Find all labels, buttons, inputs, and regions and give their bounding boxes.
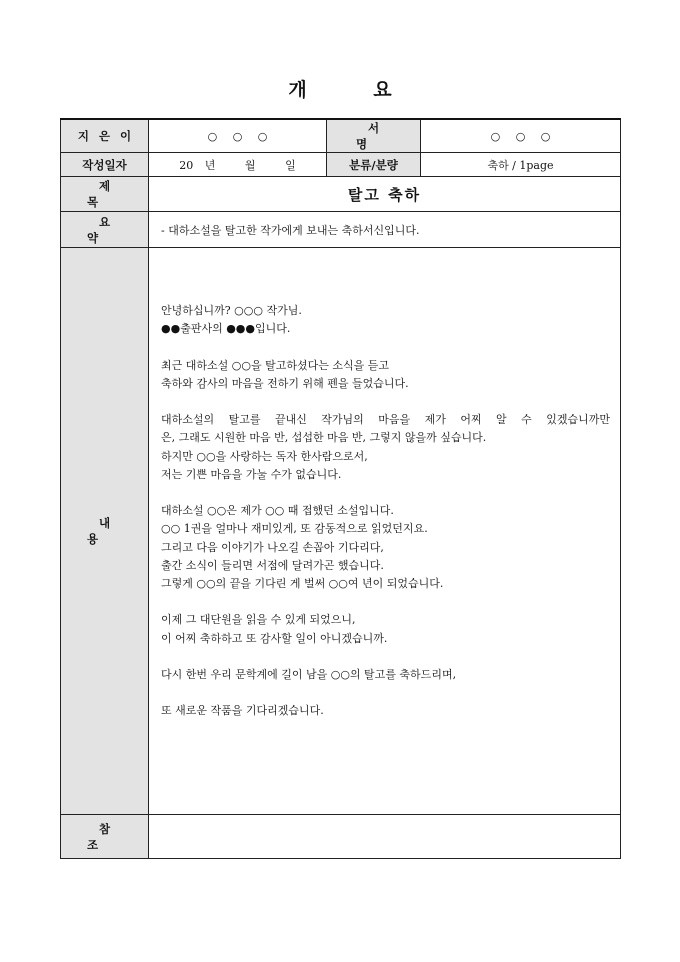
subject-value: 탈고 축하 <box>149 177 621 212</box>
paragraph-4 <box>161 502 610 593</box>
letter-line: 안녕하십니까? ○○○ 작가님. <box>161 304 302 317</box>
summary-value: - 대하소설을 탈고한 작가에게 보내는 축하서신입니다. <box>149 212 621 248</box>
date-label: 작성일자 <box>61 153 149 177</box>
reference-label: 참 조 <box>61 815 149 859</box>
paragraph-1 <box>161 302 610 338</box>
letter-line: ○○ 1권을 얼마나 재미있게, 또 감동적으로 읽었던지요. <box>161 522 428 536</box>
letter-line: 대하소설 ○○은 제가 ○○ 때 접했던 소설입니다. <box>161 504 394 518</box>
subject-label: 제 목 <box>61 177 149 212</box>
document-title: 개 요 <box>288 79 422 101</box>
subject-row <box>61 177 621 212</box>
category-value: 축하 / 1page <box>421 153 621 177</box>
date-row <box>61 153 621 177</box>
paragraph-5 <box>161 611 610 647</box>
content-row <box>61 248 621 815</box>
date-day-unit: 일 <box>285 158 296 172</box>
reference-row <box>61 815 621 859</box>
date-year: 20 <box>179 158 194 172</box>
letter-line: 저는 기쁜 마음을 가눌 수가 없습니다. <box>161 467 342 481</box>
author-label: 지은이 <box>61 119 149 153</box>
paragraph-2 <box>161 357 610 393</box>
paragraph-3 <box>161 411 610 484</box>
letter-line: 축하와 감사의 마음을 전하기 위해 펜을 들었습니다. <box>161 376 409 390</box>
letter-line: 최근 대하소설 ○○을 탈고하셨다는 소식을 듣고 <box>161 358 389 372</box>
signature-label: 서 명 <box>327 119 421 153</box>
content-label: 내 용 <box>61 248 149 815</box>
date-value <box>149 153 327 177</box>
paragraph-6 <box>161 666 610 684</box>
summary-label: 요 약 <box>61 212 149 248</box>
letter-line: 다시 한번 우리 문학계에 길이 남을 ○○의 탈고를 축하드리며, <box>161 667 457 681</box>
reference-value <box>149 815 621 859</box>
author-row <box>61 119 621 153</box>
letter-line: 그리고 다음 이야기가 나오길 손꼽아 기다리다, <box>161 540 384 554</box>
category-label: 분류/분량 <box>327 153 421 177</box>
letter-line: 이 어찌 축하하고 또 감사할 일이 아니겠습니까. <box>161 631 388 645</box>
letter-line: 출간 소식이 들리면 서점에 달려가곤 했습니다. <box>161 558 384 572</box>
paragraph-7 <box>161 702 610 720</box>
content-value <box>149 248 621 815</box>
signature-value: ○ ○ ○ <box>421 119 621 153</box>
letter-line: 은, 그래도 시원한 마음 반, 섭섭한 마음 반, 그렇지 않을까 싶습니다. <box>161 431 487 445</box>
letter-body <box>161 248 610 721</box>
date-month-unit: 월 <box>244 158 256 172</box>
author-value: ○ ○ ○ <box>149 119 327 153</box>
letter-line: 또 새로운 작품을 기다리겠습니다. <box>161 704 324 718</box>
letter-line: 하지만 ○○을 사랑하는 독자 한사람으로서, <box>161 449 368 463</box>
letter-line: ●●출판사의 ●●●입니다. <box>161 322 291 336</box>
summary-form-table <box>60 118 621 859</box>
letter-line: 그렇게 ○○의 끝을 기다린 게 벌써 ○○여 년이 되었습니다. <box>161 577 444 590</box>
date-year-unit: 년 <box>204 158 216 172</box>
letter-line: 대하소설의 탈고를 끝내신 작가님의 마음을 제가 어찌 알 수 있겠습니까만 <box>161 413 610 427</box>
summary-row <box>61 212 621 248</box>
letter-line: 이제 그 대단원을 읽을 수 있게 되었으니, <box>161 613 356 627</box>
